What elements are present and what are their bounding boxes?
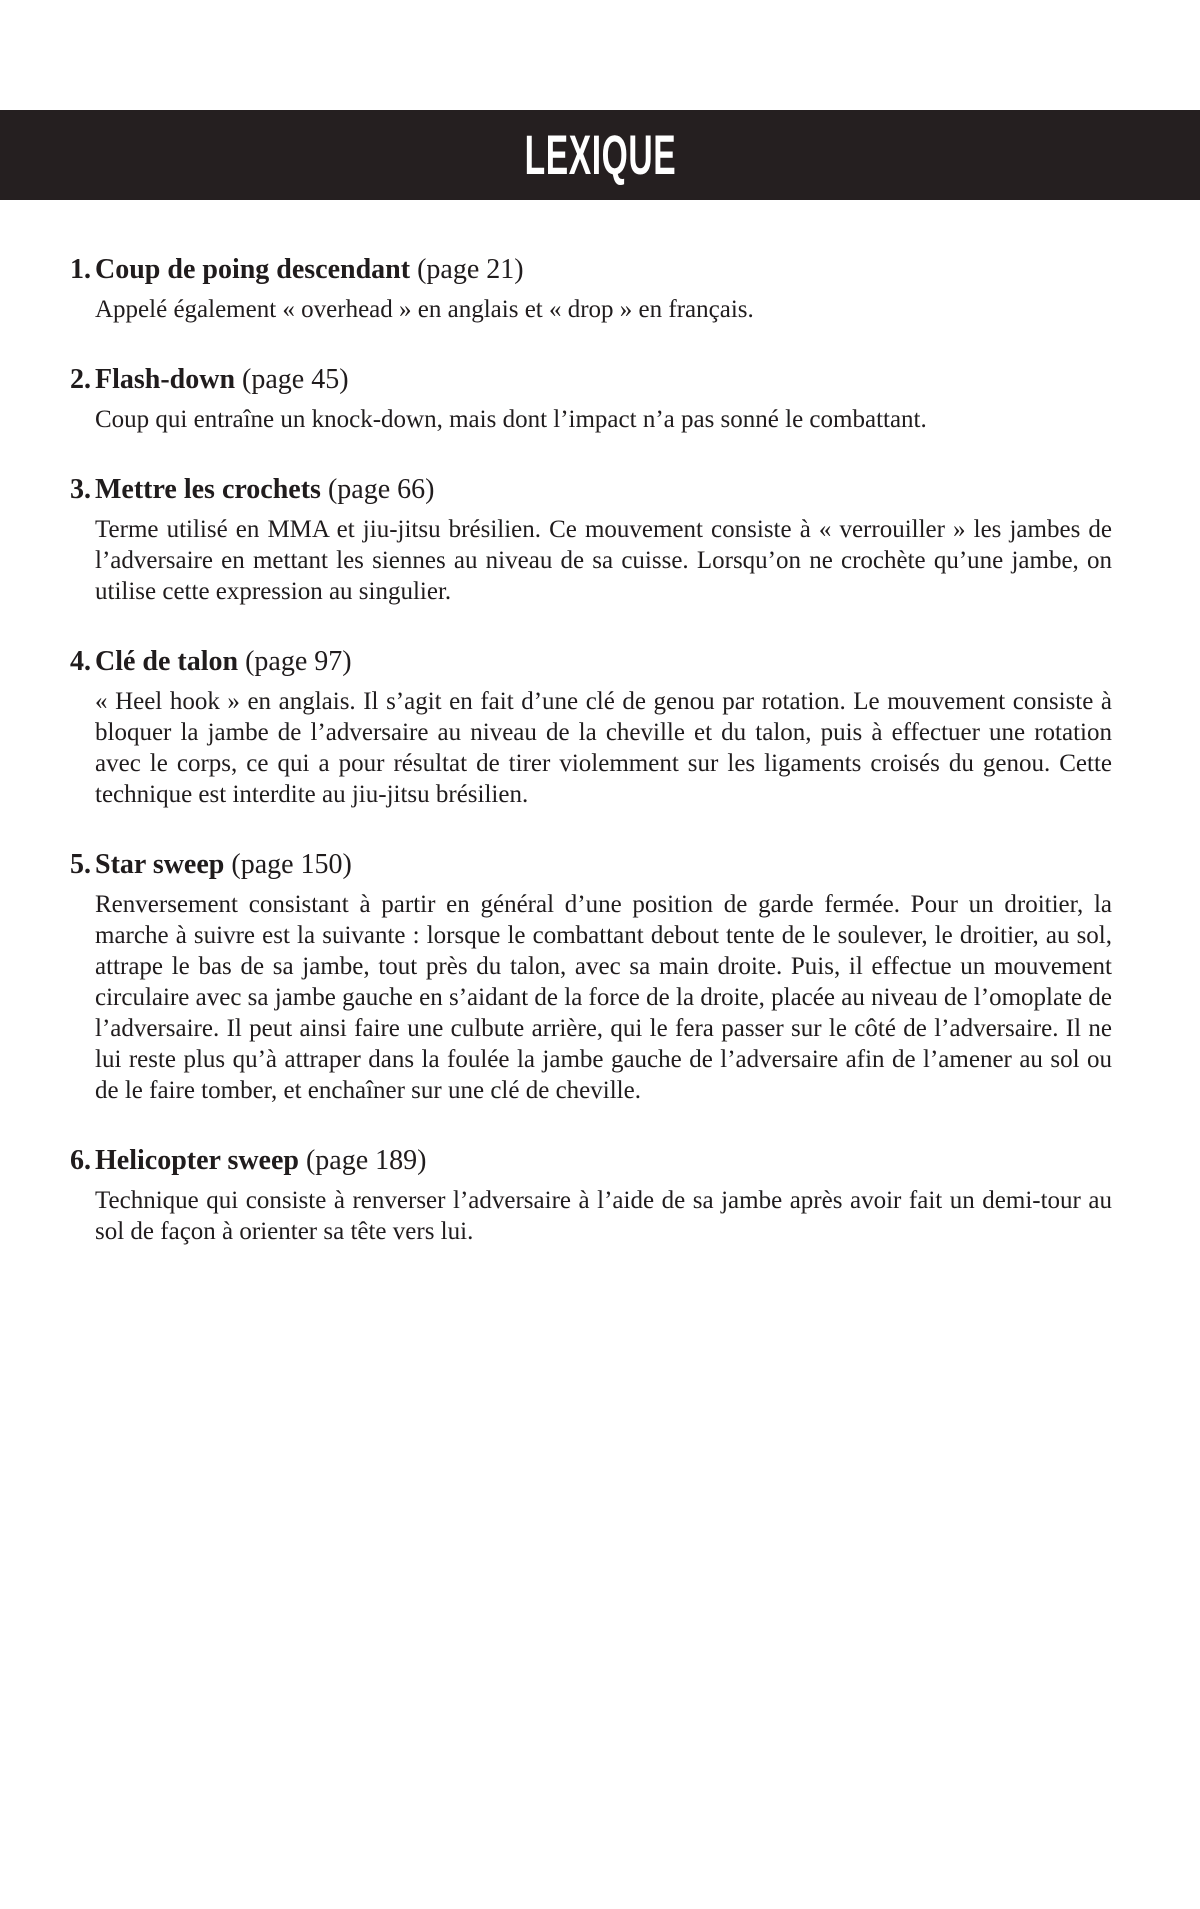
entry-page-reference: (page 189) (305, 1145, 427, 1176)
lexicon-entry (70, 1145, 1112, 1247)
lexicon-entry (70, 474, 1112, 607)
entry-number: 6. (70, 1145, 91, 1176)
entry-heading (70, 646, 1112, 677)
entry-page-reference: (page 21) (417, 254, 524, 285)
entry-number: 3. (70, 474, 91, 505)
lexicon-entry (70, 646, 1112, 810)
entry-term: Star sweep (95, 849, 225, 880)
lexicon-page (0, 110, 1200, 1247)
entry-term: Coup de poing descendant (95, 254, 411, 285)
entry-page-reference: (page 97) (245, 646, 352, 677)
entry-definition: Renversement consistant à partir en général d’une position de garde fermée. Pour un droitier, la marche à suivre est la suivante : lorsque le combattant debout tente de le soulever, le droitier, au sol, attrape le bas de sa jambe, tout près du talon, avec sa main droite. Puis, il effectue un mouvement circulaire avec sa jambe gauche en s’aidant de la force de la droite, placée au niveau de l’omoplate de l’adversaire. Il peut ainsi faire une culbute arrière, qui le fera passer sur le côté de l’adversaire. Il ne lui reste plus qu’à attraper dans la foulée la jambe gauche de l’adversaire afin de l’amener au sol ou de le faire tomber, et enchaîner sur une clé de cheville. (95, 891, 1112, 1104)
entry-page-reference: (page 66) (327, 474, 435, 505)
entry-number: 2. (70, 364, 91, 395)
entry-number: 1. (70, 254, 91, 285)
entry-term: Clé de talon (95, 646, 239, 677)
entry-heading (70, 254, 1112, 285)
page-title: LEXIQUE (524, 123, 676, 186)
page-header-bar (0, 110, 1200, 200)
entry-definition: Terme utilisé en MMA et jiu-jitsu brésilien. Ce mouvement consiste à « verrouiller » les jambes de l’adversaire en mettant les siennes au niveau de sa cuisse. Lorsqu’on ne crochète qu’une jambe, on utilise cette expression au singulier. (95, 516, 1112, 605)
entry-page-reference: (page 45) (242, 364, 349, 395)
lexicon-entries (0, 200, 1200, 1247)
entry-term: Flash-down (95, 364, 236, 395)
entry-heading (70, 364, 1112, 395)
lexicon-entry (70, 849, 1112, 1106)
lexicon-entry (70, 364, 1112, 435)
lexicon-entry (70, 254, 1112, 325)
entry-heading (70, 474, 1112, 505)
entry-definition: Technique qui consiste à renverser l’adversaire à l’aide de sa jambe après avoir fait un demi-tour au sol de façon à orienter sa tête vers lui. (95, 1187, 1112, 1245)
entry-definition: « Heel hook » en anglais. Il s’agit en fait d’une clé de genou par rotation. Le mouvement consiste à bloquer la jambe de l’adversaire au niveau de la cheville et du talon, puis à effectuer une rotation avec le corps, ce qui a pour résultat de tirer violemment sur les ligaments croisés du genou. Cette technique est interdite au jiu-jitsu brésilien. (95, 688, 1112, 808)
entry-definition: Coup qui entraîne un knock-down, mais dont l’impact n’a pas sonné le combattant. (95, 406, 927, 433)
entry-heading (70, 1145, 1112, 1176)
entry-number: 4. (70, 646, 91, 677)
entry-page-reference: (page 150) (231, 849, 352, 880)
entry-term: Mettre les crochets (95, 474, 321, 505)
entry-heading (70, 849, 1112, 880)
entry-definition: Appelé également « overhead » en anglais et « drop » en français. (95, 296, 754, 323)
entry-number: 5. (70, 849, 91, 880)
entry-term: Helicopter sweep (95, 1145, 299, 1176)
